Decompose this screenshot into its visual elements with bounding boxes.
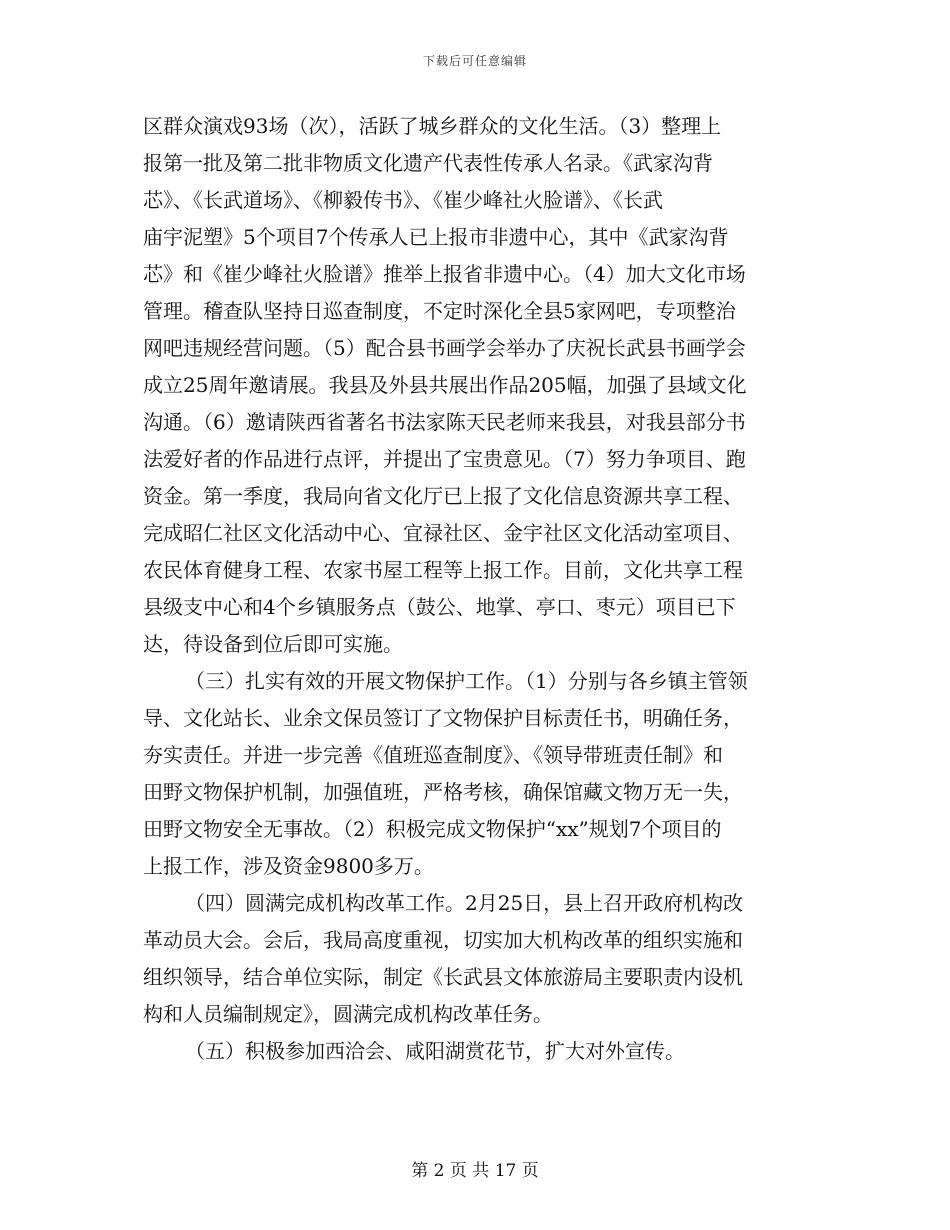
text-line: 成立25周年邀请展。我县及外县共展出作品205幅，加强了县域文化: [143, 373, 747, 397]
text-line: 芯》、《长武道场》、《柳毅传书》、《崔少峰社火脸谱》、《长武: [143, 188, 663, 212]
paragraph-start-line: （四）圆满完成机构改革工作。2月25日，县上召开政府机构改: [185, 891, 744, 915]
text-line: 革动员大会。会后，我局高度重视，切实加大机构改革的组织实施和: [143, 928, 743, 952]
paragraph-start-line: （五）积极参加西洽会、咸阳湖赏花节，扩大对外宣传。: [185, 1039, 685, 1063]
text-line: 田野文物安全无事故。（2）积极完成文物保护“xx”规划7个项目的: [143, 817, 722, 841]
page-header: 下载后可任意编辑: [422, 54, 527, 68]
text-line: 达，待设备到位后即可实施。: [143, 632, 403, 656]
text-line: 管理。稽查队坚持日巡查制度，不定时深化全县5家网吧，专项整治: [143, 299, 736, 323]
text-line: 网吧违规经营问题。（5）配合县书画学会举办了庆祝长武县书画学会: [143, 336, 746, 360]
text-line: 夯实责任。并进一步完善《值班巡查制度》、《领导带班责任制》和: [143, 743, 723, 767]
text-line: 导、文化站长、业余文保员签订了文物保护目标责任书，明确任务，: [143, 706, 743, 730]
document-body: [143, 108, 803, 1070]
text-line: 农民体育健身工程、农家书屋工程等上报工作。目前，文化共享工程: [143, 558, 743, 582]
text-line: 构和人员编制规定》，圆满完成机构改革任务。: [143, 1002, 553, 1026]
text-line: 报第一批及第二批非物质文化遗产代表性传承人名录。《武家沟背: [143, 151, 713, 175]
text-line: 组织领导，结合单位实际，制定《长武县文体旅游局主要职责内设机: [143, 965, 743, 989]
text-line: 庙宇泥塑》5个项目7个传承人已上报市非遗中心，其中《武家沟背: [143, 225, 729, 249]
page-number-footer: 第 2 页 共 17 页: [411, 1161, 539, 1181]
text-line: 法爱好者的作品进行点评，并提出了宝贵意见。（7）努力争项目、跑: [143, 447, 746, 471]
text-line: 上报工作，涉及资金9800多万。: [143, 854, 434, 878]
text-line: 芯》和《崔少峰社火脸谱》推举上报省非遗中心。（4）加大文化市场: [143, 262, 746, 286]
paragraph-start-line: （三）扎实有效的开展文物保护工作。（1）分别与各乡镇主管领: [185, 669, 748, 693]
text-line: 资金。第一季度，我局向省文化厅已上报了文化信息资源共享工程、: [143, 484, 743, 508]
text-line: 田野文物保护机制，加强值班，严格考核，确保馆藏文物万无一失，: [143, 780, 743, 804]
text-line: 区群众演戏93场（次），活跃了城乡群众的文化生活。（3）整理上: [143, 114, 722, 138]
text-line: 沟通。（6）邀请陕西省著名书法家陈天民老师来我县，对我县部分书: [143, 410, 746, 434]
text-line: 县级支中心和4个乡镇服务点（鼓公、地掌、亭口、枣元）项目已下: [143, 595, 736, 619]
text-line: 完成昭仁社区文化活动中心、宜禄社区、金宇社区文化活动室项目、: [143, 521, 743, 545]
